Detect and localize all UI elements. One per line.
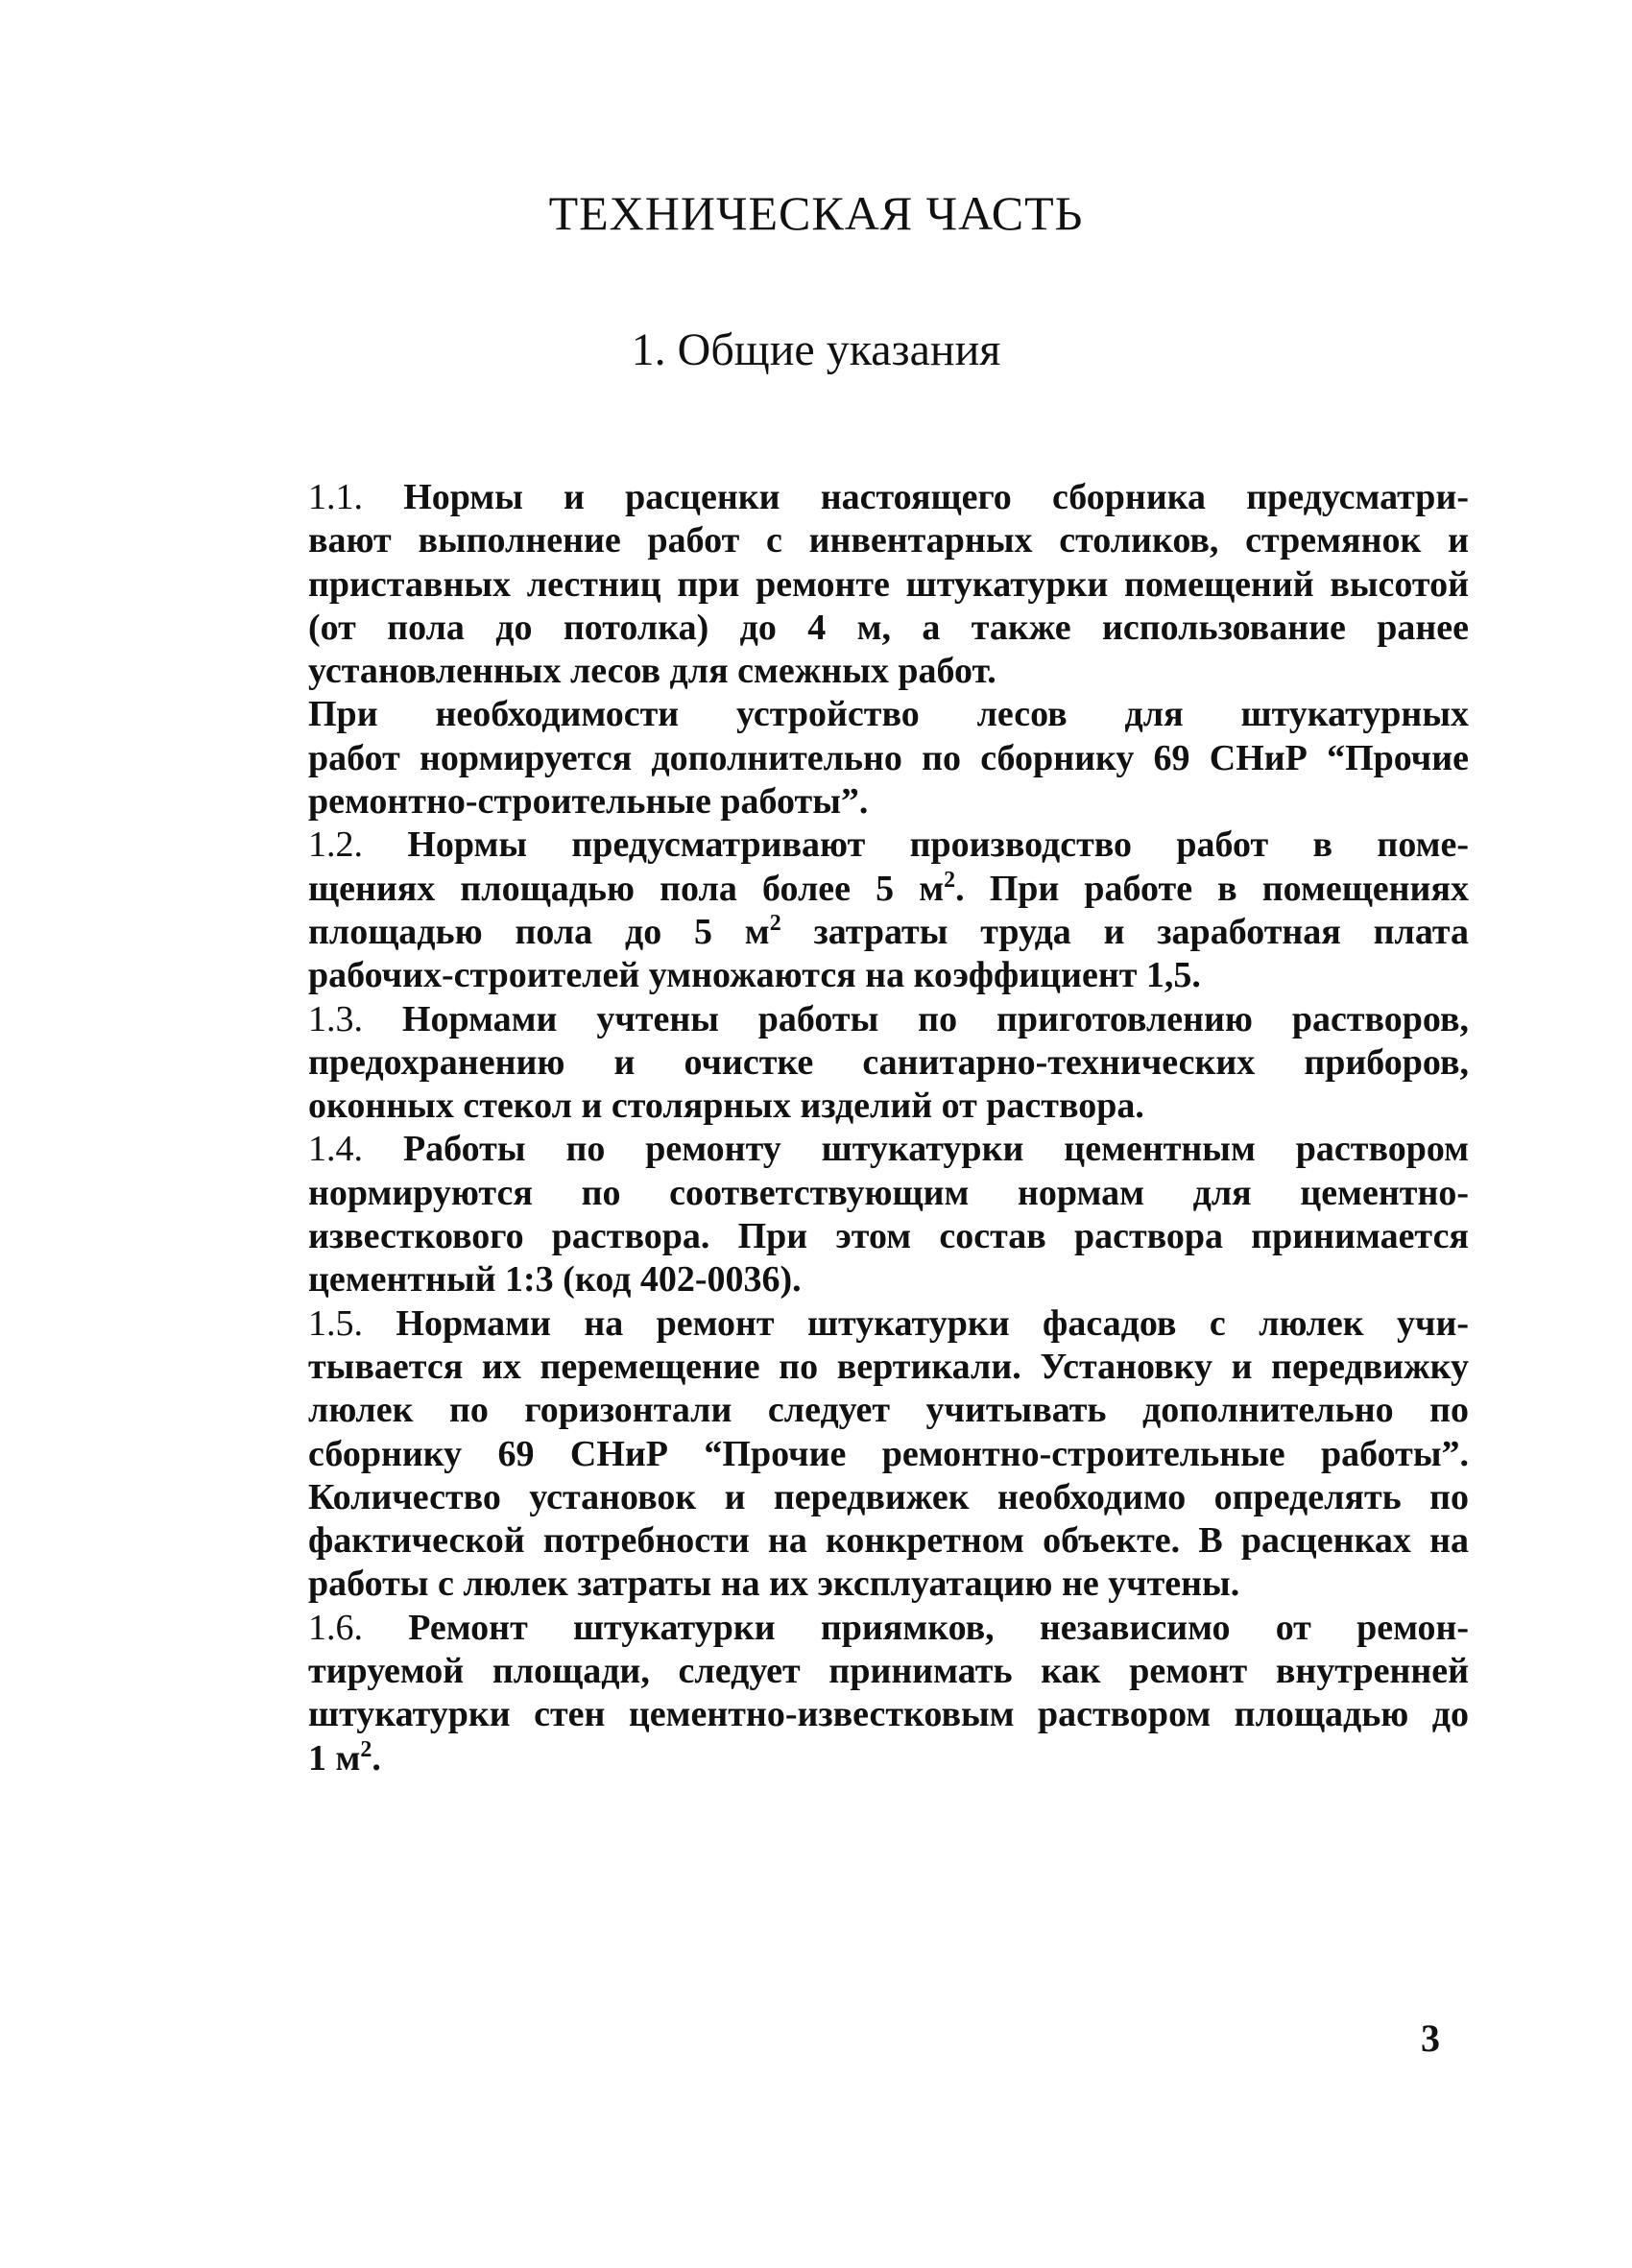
- paragraph-line: [161, 998, 1469, 1041]
- document-title: ТЕХНИЧЕСКАЯ ЧАСТЬ: [548, 186, 1084, 240]
- document-body: [161, 476, 1469, 1780]
- line-text: (от пола до потолка) до 4 м, а также использование ранее: [308, 607, 1469, 648]
- line-text: щениях площадью пола более 5 $м^2$. При работе в помещениях: [308, 867, 1469, 909]
- line-text: нормируются по соответствующим нормам для цементно-: [308, 1172, 1469, 1213]
- paragraph: [161, 824, 1469, 997]
- line-text: тывается их перемещение по вертикали. Установку и передвижку: [308, 1346, 1469, 1387]
- paragraph: [161, 1128, 1469, 1301]
- paragraph-number: 1.4.: [308, 1129, 363, 1170]
- paragraph-line: [161, 1128, 1469, 1171]
- paragraph-line: [161, 911, 1469, 954]
- paragraph: [161, 998, 1469, 1129]
- line-text: установленных лесов для смежных работ.: [308, 651, 996, 692]
- line-text: известкового раствора. При этом состав раствора принимается: [308, 1216, 1469, 1257]
- line-text: Нормами на ремонт штукатурки фасадов с люлек учи-: [396, 1302, 1469, 1344]
- line-text: сборнику 69 СНиР “Прочие ремонтно-строительные работы”.: [308, 1433, 1469, 1474]
- paragraph-line: [161, 1693, 1469, 1736]
- paragraph-number: 1.6.: [308, 1607, 363, 1648]
- paragraph-number: 1.3.: [308, 998, 363, 1039]
- line-text: приставных лестниц при ремонте штукатурки помещений высотой: [308, 563, 1469, 605]
- line-text: Количество установок и передвижек необходимо определять по: [308, 1476, 1469, 1517]
- paragraph-line: [161, 563, 1469, 607]
- paragraph-line: [161, 868, 1469, 911]
- paragraph-number: 1.2.: [308, 824, 363, 866]
- line-text: оконных стекол и столярных изделий от раствора.: [308, 1086, 1144, 1127]
- page-number: 3: [1421, 2017, 1440, 2060]
- paragraph-line: [161, 1607, 1469, 1650]
- paragraph-line: [161, 1172, 1469, 1215]
- paragraph-line: [161, 476, 1469, 519]
- line-text: штукатурки стен цементно-известковым раствором площадью до: [308, 1694, 1469, 1735]
- paragraph-line: [161, 780, 1469, 824]
- paragraph-line: [161, 693, 1469, 736]
- paragraph-line: [161, 1041, 1469, 1085]
- paragraph-line: [161, 1519, 1469, 1563]
- line-text: 1 $м^2$.: [308, 1736, 381, 1779]
- paragraph: [161, 1302, 1469, 1607]
- line-text: работы с люлек затраты на их эксплуатацию не учтены.: [308, 1564, 1240, 1605]
- line-text: цементный 1:3 (код 402-0036).: [308, 1259, 802, 1301]
- paragraph-number: 1.1.: [308, 477, 363, 517]
- section-heading: 1. Общие указания: [631, 324, 1001, 375]
- paragraph-line: [161, 1389, 1469, 1432]
- line-text: Нормами учтены работы по приготовлению растворов,: [401, 998, 1470, 1039]
- paragraph-line: [161, 1346, 1469, 1389]
- paragraph: [161, 693, 1469, 824]
- paragraph-line: [161, 1433, 1469, 1476]
- line-text: люлек по горизонтали следует учитывать дополнительно по: [308, 1390, 1469, 1431]
- paragraph-line: [161, 1215, 1469, 1258]
- line-text: Нормы предусматривают производство работ в поме-: [407, 824, 1470, 866]
- paragraph-line: [161, 1650, 1469, 1693]
- paragraph-line: [161, 1258, 1469, 1301]
- line-text: предохранению и очистке санитарно-технических приборов,: [308, 1041, 1469, 1083]
- paragraph-number: 1.5.: [308, 1302, 363, 1344]
- paragraph-line: [161, 954, 1469, 997]
- paragraph-line: [161, 1476, 1469, 1519]
- line-text: ремонтно-строительные работы”.: [308, 781, 869, 823]
- paragraph-line: [161, 737, 1469, 780]
- line-text: рабочих-строителей умножаются на коэффициент 1,5.: [308, 955, 1201, 996]
- paragraph-line: [161, 1302, 1469, 1346]
- paragraph-line: [161, 1737, 1469, 1780]
- paragraph-line: [161, 607, 1469, 650]
- line-text: фактической потребности на конкретном объекте. В расценках на: [308, 1520, 1469, 1562]
- paragraph: [161, 476, 1469, 693]
- line-text: площадью пола до 5 $м^2$ затраты труда и заработная плата: [308, 910, 1469, 952]
- paragraph-line: [161, 1563, 1469, 1606]
- paragraph-line: [161, 1085, 1469, 1128]
- paragraph-line: [161, 519, 1469, 562]
- paragraph-line: [161, 650, 1469, 693]
- line-text: Нормы и расценки настоящего сборника предусматри-: [403, 477, 1469, 517]
- paragraph-line: [161, 824, 1469, 867]
- paragraph: [161, 1607, 1469, 1780]
- line-text: работ нормируется дополнительно по сборнику 69 СНиР “Прочие: [308, 737, 1469, 778]
- line-text: Работы по ремонту штукатурки цементным раствором: [402, 1129, 1469, 1170]
- line-text: вают выполнение работ с инвентарных столиков, стремянок и: [308, 520, 1469, 561]
- line-text: Ремонт штукатурки приямков, независимо от ремон-: [408, 1607, 1469, 1648]
- line-text: При необходимости устройство лесов для штукатурных: [308, 694, 1469, 735]
- line-text: тируемой площади, следует принимать как ремонт внутренней: [308, 1651, 1469, 1692]
